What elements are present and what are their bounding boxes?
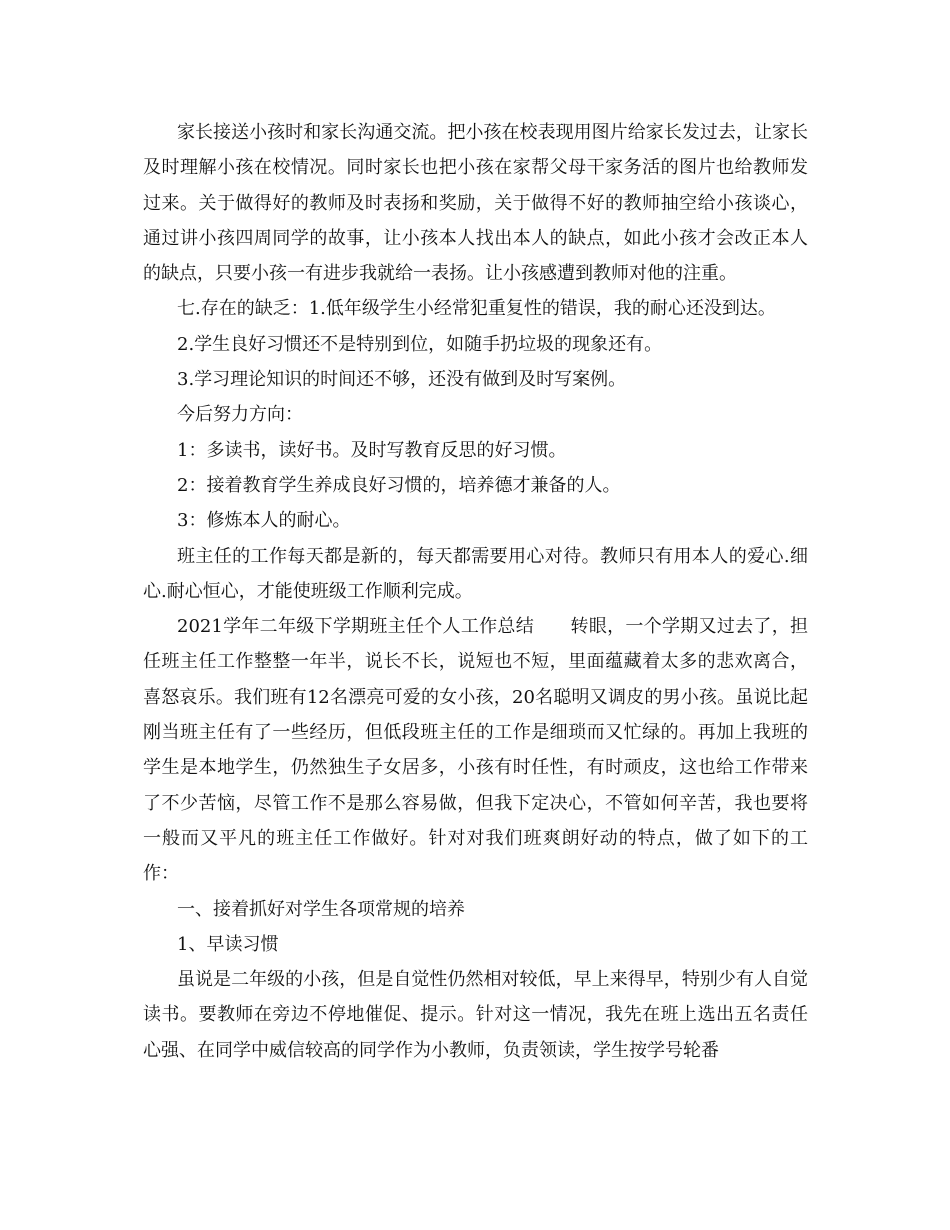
paragraph-subheading-morning-reading: 1、早读习惯 <box>177 933 279 955</box>
paragraph-shortcoming-2: 2.学生良好习惯还不是特别到位，如随手扔垃圾的现象还有。 <box>177 333 663 355</box>
paragraph-morning-reading: 虽说是二年级的小孩，但是自觉性仍然相对较低，早上来得早，特别少有人自觉读书。要教师在旁边不停地催促、提示。针对这一情况，我先在班上选出五名责任心强、在同学中威信较高的同学作为小教师，负责领读，学生按学号轮番 <box>143 969 808 1061</box>
paragraph-conclusion: 班主任的工作每天都是新的，每天都需要用心对待。教师只有用本人的爱心.细心.耐心恒心，才能使班级工作顺利完成。 <box>143 545 808 602</box>
document-page <box>143 115 808 1068</box>
paragraph-section-heading-1: 一、接着抓好对学生各项常规的培养 <box>177 898 465 920</box>
paragraph-parent-communication: 家长接送小孩时和家长沟通交流。把小孩在校表现用图片给家长发过去，让家长及时理解小孩在校情况。同时家长也把小孩在家帮父母干家务活的图片也给教师发过来。关于做得好的教师及时表扬和奖励，关于做得不好的教师抽空给小孩谈心，通过讲小孩四周同学的故事，让小孩本人找出本人的缺点，如此小孩才会改正本人的缺点，只要小孩一有进步我就给一表扬。让小孩感遭到教师对他的注重。 <box>143 122 808 285</box>
paragraph-shortcomings: 七.存在的缺乏：1.低年级学生小经常犯重复性的错误，我的耐心还没到达。 <box>177 298 776 320</box>
paragraph-direction-2: 2：接着教育学生养成良好习惯的，培养德才兼备的人。 <box>177 474 621 496</box>
paragraph-shortcoming-3: 3.学习理论知识的时间还不够，还没有做到及时写案例。 <box>177 369 627 391</box>
paragraph-direction-3: 3：修炼本人的耐心。 <box>177 510 351 532</box>
paragraph-direction-1: 1：多读书，读好书。及时写教育反思的好习惯。 <box>177 439 567 461</box>
paragraph-future-direction-heading: 今后努力方向： <box>177 404 303 426</box>
paragraph-semester-summary: 2021学年二年级下学期班主任个人工作总结 转眼，一个学期又过去了，担任班主任工作整整一年半，说长不长，说短也不短，里面蕴藏着太多的悲欢离合，喜怒哀乐。我们班有12名漂亮可爱的女小孩，20名聪明又调皮的男小孩。虽说比起刚当班主任有了一些经历，但低段班主任的工作是细琐而又忙绿的。再加上我班的学生是本地学生，仍然独生子女居多，小孩有时任性，有时顽皮，这也给工作带来了不少苦恼，尽管工作不是那么容易做，但我下定决心，不管如何辛苦，我也要将一般而又平凡的班主任工作做好。针对对我们班爽朗好动的特点，做了如下的工作： <box>143 616 808 885</box>
